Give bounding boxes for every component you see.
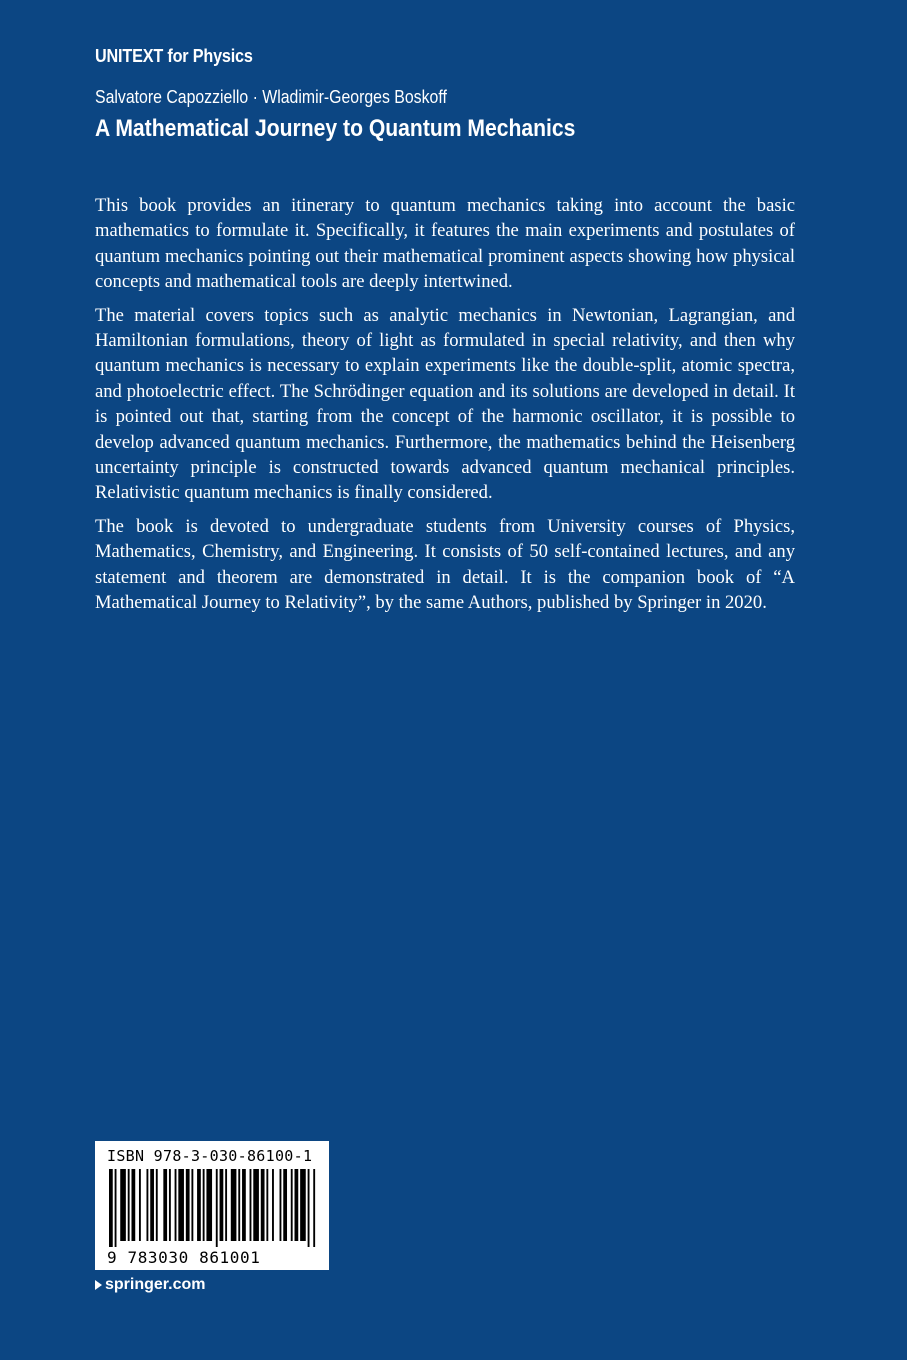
barcode-bar <box>169 1169 171 1241</box>
barcode-bar <box>120 1169 126 1241</box>
barcode-bar <box>220 1169 224 1241</box>
description-paragraph: The book is devoted to undergraduate students from University courses of Physics, Mathematics, Chemistry, and Engineering. It consists of 50 self-contained lectures, and any statement and theorem are demonstrated in detail. It is the companion book of “A Mathematical Journey to Relativity”, by the same Authors, published by Springer in 2020. <box>95 515 795 614</box>
barcode-bar <box>313 1169 315 1247</box>
barcode-bar <box>131 1169 135 1241</box>
barcode-bar <box>291 1169 293 1241</box>
barcode-bar <box>156 1169 158 1241</box>
barcode-bar <box>178 1169 184 1241</box>
barcode-bar <box>191 1169 193 1241</box>
barcode-bar <box>272 1169 274 1241</box>
barcode-bars <box>109 1169 317 1247</box>
barcode-bar <box>163 1169 167 1241</box>
barcode-bar <box>186 1169 190 1241</box>
barcode-bar <box>283 1169 287 1241</box>
barcode-bar <box>139 1169 141 1241</box>
barcode-bar <box>295 1169 299 1241</box>
barcode-bar <box>280 1169 282 1241</box>
barcode-bar <box>109 1169 113 1247</box>
isbn-barcode <box>95 1141 329 1270</box>
series-name: UNITEXT for Physics <box>95 46 253 66</box>
book-description <box>95 193 795 624</box>
book-authors: Salvatore Capozziello · Wladimir-Georges Boskoff <box>95 87 447 107</box>
publisher-website[interactable] <box>95 1276 205 1294</box>
barcode-bar <box>300 1169 306 1241</box>
book-title: A Mathematical Journey to Quantum Mechanics <box>95 115 576 142</box>
barcode-bar <box>308 1169 310 1247</box>
barcode-bar <box>231 1169 237 1241</box>
barcode-bar <box>238 1169 240 1241</box>
barcode-bar <box>197 1169 201 1241</box>
website-label: springer.com <box>105 1276 206 1293</box>
description-paragraph: This book provides an itinerary to quantum mechanics taking into account the basic mathematics to formulate it. Specifically, it features the main experiments and postulates of quantum mechanics pointing out their mathematical prominent aspects showing how physical concepts and mathematical tools are deeply intertwined. <box>95 195 795 293</box>
description-paragraph: The material covers topics such as analytic mechanics in Newtonian, Lagrangian, and Hamiltonian formulations, theory of light as formulated in special relativity, and then why quantum mechanics is necessary to explain experiments like the double-split, atomic spectra, and photoelectric effect. The Schrödinger equation and its solutions are developed in detail. It is pointed out that, starting from the concept of the harmonic oscillator, it is possible to develop advanced quantum mechanics. Furthermore, the mathematics behind the Heisenberg uncertainty principle is constructed towards advanced quantum mechanical principles. Relativistic quantum mechanics is finally considered. <box>95 304 795 504</box>
barcode-bar <box>203 1169 205 1241</box>
barcode-bar <box>150 1169 154 1241</box>
barcode-bar <box>115 1169 117 1247</box>
barcode-bar <box>146 1169 148 1241</box>
barcode-bar <box>261 1169 265 1241</box>
barcode-bar <box>216 1169 218 1247</box>
barcode-bar <box>266 1169 268 1241</box>
isbn-label: ISBN 978-3-030-86100-1 <box>107 1147 313 1165</box>
barcode-bar <box>206 1169 212 1241</box>
barcode-bar <box>253 1169 259 1241</box>
barcode-number: 9 783030 861001 <box>107 1248 261 1267</box>
barcode-bar <box>128 1169 130 1241</box>
barcode-bar <box>225 1169 227 1241</box>
barcode-bar <box>242 1169 246 1241</box>
barcode-bar <box>175 1169 177 1241</box>
barcode-bar <box>250 1169 252 1241</box>
arrow-right-icon <box>95 1280 102 1290</box>
